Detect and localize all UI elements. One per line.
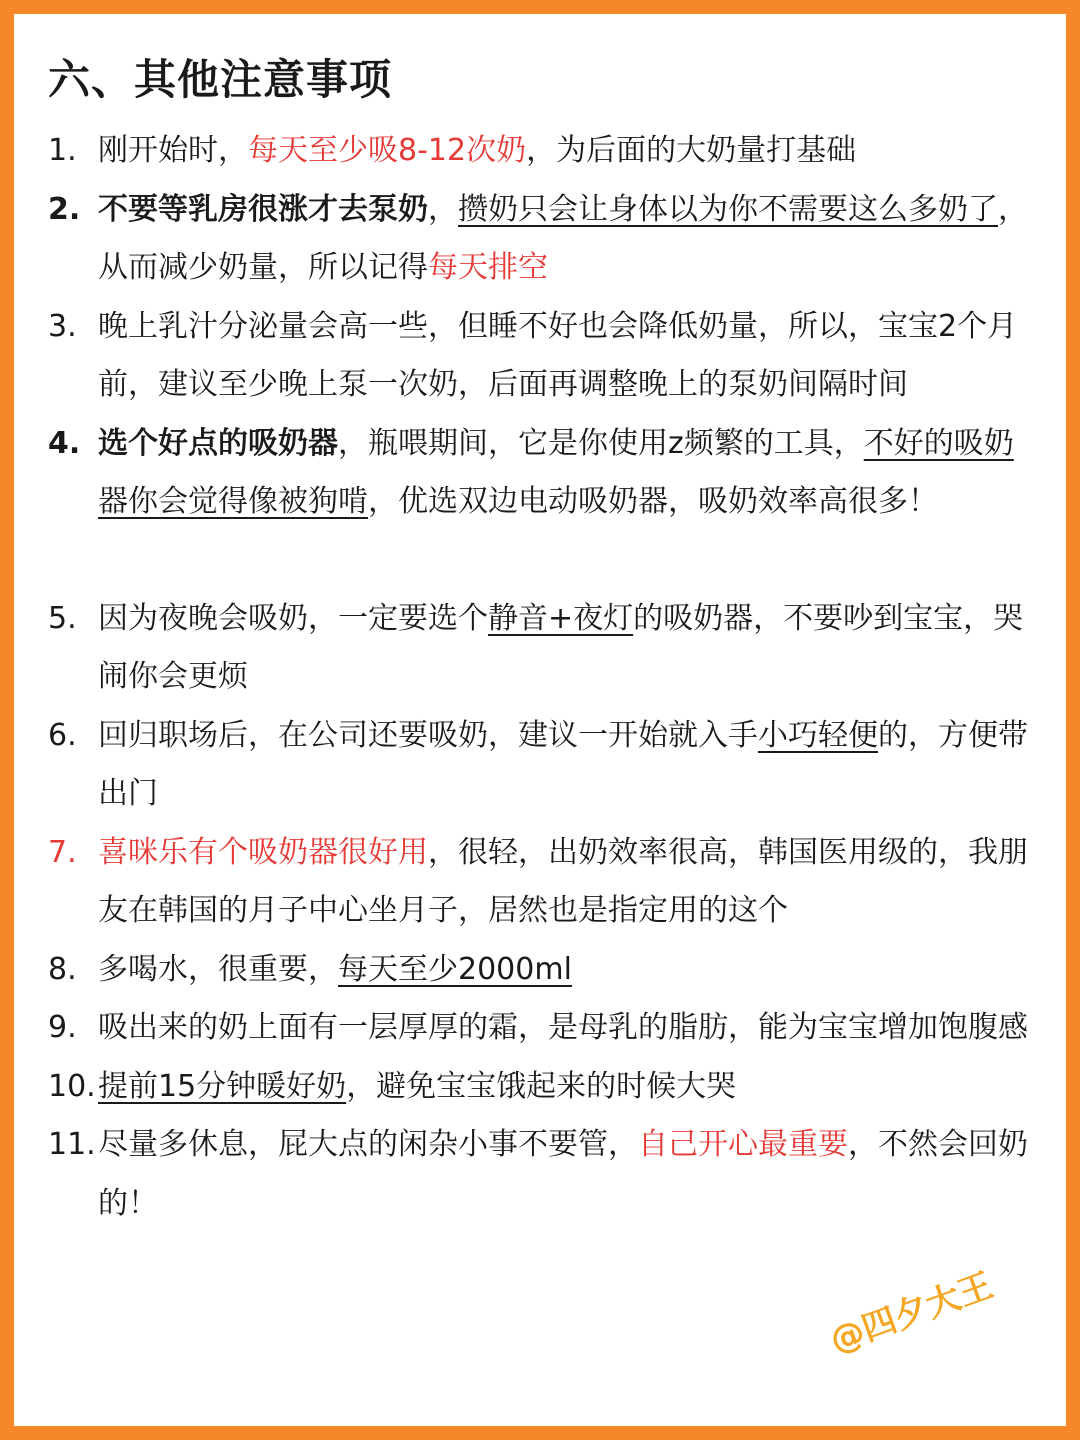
list-item-number: 9.: [48, 1010, 77, 1045]
list-item-text: 喜咪乐有个吸奶器很好用: [98, 834, 428, 870]
list-item-number: 3.: [48, 308, 77, 344]
list-item-number: 8.: [48, 951, 77, 987]
list-item-text: 不要等乳房很涨才去泵奶: [98, 191, 428, 227]
list-item-text: 提前15分钟暖好奶: [98, 1068, 347, 1104]
list-item-text: ，为后面的大奶量打基础: [526, 133, 857, 168]
list-item-text: 每天至少吸8-12次奶: [248, 133, 527, 168]
list-item-text: 晚上乳汁分泌量会高一些，但睡不好也会降低奶量，所以，宝宝2个月前，建议至少晚上泵一次奶，后面再调整晚上的泵奶间隔时间: [98, 308, 1018, 402]
list-item: [48, 824, 1038, 941]
list-item-text: 自己开心最重要: [638, 1127, 848, 1162]
list-item-number: 1.: [48, 133, 77, 168]
list-item: [48, 707, 1038, 824]
list-item-text: 小巧轻便: [758, 717, 878, 753]
list-item-text: 攒奶只会让身体以为你不需要这么多奶了: [458, 191, 998, 227]
watermark: @四夕大王: [824, 1265, 999, 1362]
list-item-text: 尽量多休息，屁大点的闲杂小事不要管，: [98, 1127, 638, 1162]
list-item-text: 的，方便带出门: [98, 717, 1028, 811]
list-item-text: 每天至少2000ml: [338, 951, 572, 987]
list-item-text: 的吸奶器，不要吵到宝宝，哭闹你会更烦: [98, 600, 1024, 694]
list-item-text: 回归职场后，在公司还要吸奶，建议一开始就入手: [98, 717, 758, 753]
list-item: [48, 181, 1038, 298]
list-item-text: 不好的吸奶器你会觉得像被狗啃: [98, 425, 1014, 519]
list-item-text: 多喝水，很重要，: [98, 951, 338, 987]
list-item: [48, 941, 1038, 1000]
list-item: [48, 415, 1038, 532]
list-item: [48, 1116, 1038, 1233]
list-item-text: 因为夜晚会吸奶，一定要选个: [98, 600, 488, 636]
list-item-number: 10.: [48, 1068, 96, 1104]
list-item: [48, 999, 1038, 1058]
list-item-number: 2.: [48, 191, 81, 227]
list-item-number: 5.: [48, 600, 77, 636]
list-item-number: 11.: [48, 1127, 96, 1162]
list-item-text: 刚开始时，: [98, 133, 248, 168]
page-title: 六、其他注意事项: [48, 55, 393, 104]
list-item-number: 4.: [48, 425, 81, 461]
list-item: [48, 298, 1038, 415]
list-item-text: ，瓶喂期间，它是你使用z频繁的工具，: [338, 425, 864, 461]
list-item: [48, 590, 1038, 707]
list-item-text: ，很轻，出奶效率很高，韩国医用级的，我朋友在韩国的月子中心坐月子，居然也是指定用的这个: [98, 834, 1028, 928]
list-item-text: 吸出来的奶上面有一层厚厚的霜，是母乳的脂肪，能为宝宝增加饱腹感: [98, 1010, 1028, 1045]
list-item-number: 7.: [48, 834, 77, 870]
notes-list: [48, 122, 1066, 1233]
list-item-text: 每天排空: [428, 250, 548, 285]
spacer: [48, 532, 1066, 590]
list-item-text: ，: [428, 191, 458, 227]
list-item-text: ，从而减少奶量，所以记得: [98, 191, 1028, 285]
list-item-text: 选个好点的吸奶器: [98, 425, 338, 461]
list-item-text: 静音+夜灯: [488, 600, 634, 636]
list-item: [48, 1058, 1038, 1117]
list-item-number: 6.: [48, 717, 77, 753]
list-item-text: ，优选双边电动吸奶器，吸奶效率高很多！: [368, 484, 938, 519]
list-item: [48, 122, 1038, 181]
list-item-text: ，避免宝宝饿起来的时候大哭: [346, 1068, 737, 1104]
document-page: [14, 14, 1066, 1426]
list-item-text: ，不然会回奶的！: [98, 1127, 1028, 1221]
